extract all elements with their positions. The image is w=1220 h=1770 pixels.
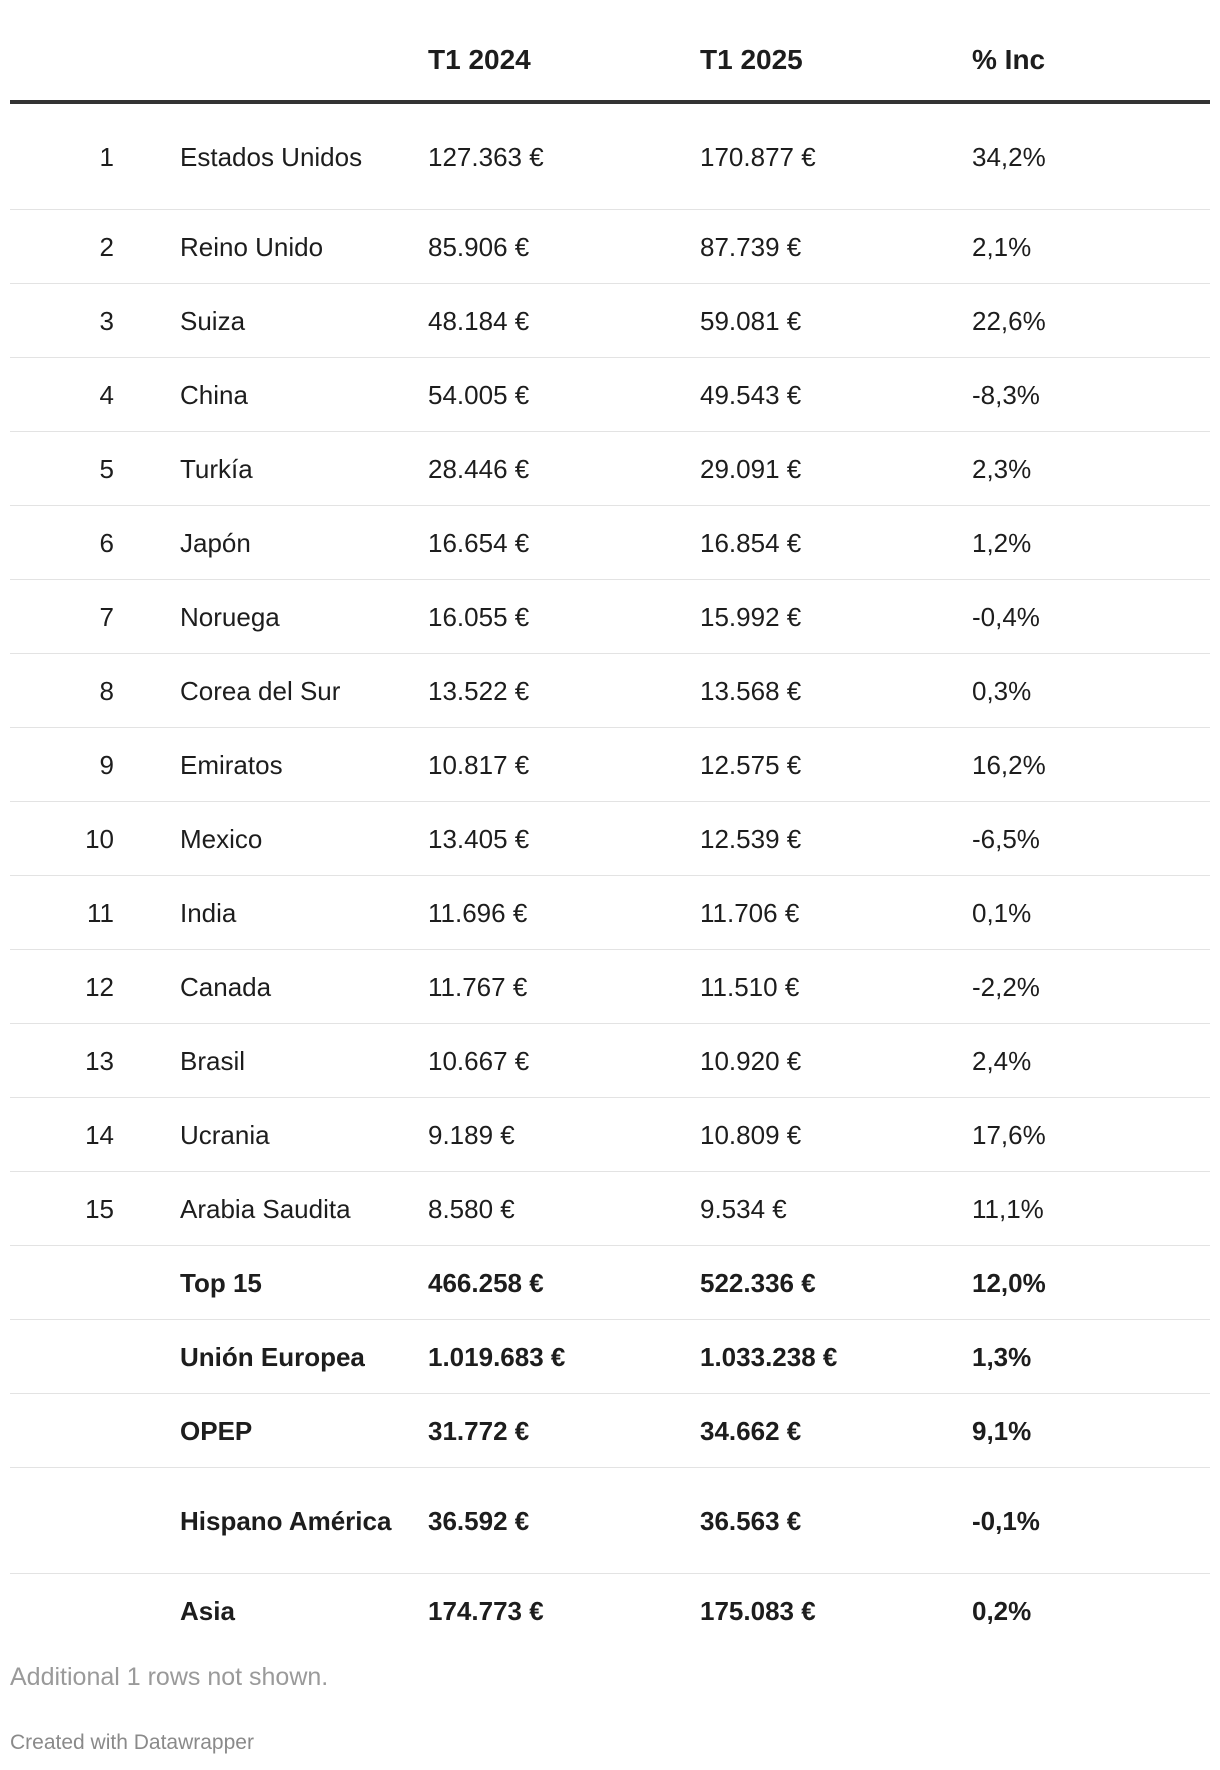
t1-2025-cell: 34.662 € — [700, 1394, 972, 1468]
rank-cell: 5 — [10, 432, 180, 506]
t1-2025-cell: 11.706 € — [700, 876, 972, 950]
country-cell: Asia — [180, 1595, 235, 1626]
t1-2025-cell: 10.809 € — [700, 1098, 972, 1172]
rank-cell: 2 — [10, 210, 180, 284]
rank-cell: 4 — [10, 358, 180, 432]
country-cell: Arabia Saudita — [180, 1172, 428, 1246]
table-row — [10, 284, 1210, 358]
pct-inc-cell: 22,6% — [972, 284, 1210, 358]
pct-inc-cell: 1,3% — [972, 1320, 1210, 1394]
country-cell: Turkía — [180, 432, 428, 506]
table-row — [10, 1172, 1210, 1246]
rank-cell — [10, 1468, 180, 1574]
t1-2024-cell: 85.906 € — [428, 210, 700, 284]
rank-cell — [10, 1246, 180, 1320]
pct-inc-cell: -6,5% — [972, 802, 1210, 876]
t1-2025-cell: 11.510 € — [700, 950, 972, 1024]
t1-2024-cell: 54.005 € — [428, 358, 700, 432]
pct-inc-cell: 34,2% — [972, 102, 1210, 210]
rank-cell: 15 — [10, 1172, 180, 1246]
t1-2024-cell: 11.767 € — [428, 950, 700, 1024]
header-rank[interactable] — [10, 20, 180, 102]
rows-not-shown-note: Additional 1 rows not shown. — [10, 1663, 329, 1691]
t1-2025-cell: 175.083 € — [700, 1595, 816, 1626]
country-cell: OPEP — [180, 1394, 428, 1468]
country-cell: Japón — [180, 506, 428, 580]
country-cell: Canada — [180, 950, 428, 1024]
country-cell: Hispano América — [180, 1468, 428, 1574]
t1-2025-cell: 16.854 € — [700, 506, 972, 580]
country-cell: Top 15 — [180, 1246, 428, 1320]
t1-2025-cell: 59.081 € — [700, 284, 972, 358]
country-cell: India — [180, 876, 428, 950]
table-row — [10, 728, 1210, 802]
table-row — [10, 210, 1210, 284]
rank-cell — [10, 1394, 180, 1468]
t1-2025-cell: 9.534 € — [700, 1172, 972, 1246]
t1-2024-cell: 1.019.683 € — [428, 1320, 700, 1394]
t1-2024-cell: 16.654 € — [428, 506, 700, 580]
country-cell: Corea del Sur — [180, 654, 428, 728]
header-row — [10, 20, 1210, 102]
t1-2024-cell: 10.667 € — [428, 1024, 700, 1098]
t1-2024-cell: 13.522 € — [428, 654, 700, 728]
rank-cell: 12 — [10, 950, 180, 1024]
t1-2025-cell: 12.539 € — [700, 802, 972, 876]
pct-inc-cell: 17,6% — [972, 1098, 1210, 1172]
t1-2025-cell: 36.563 € — [700, 1468, 972, 1574]
t1-2024-cell: 9.189 € — [428, 1098, 700, 1172]
country-cell: Brasil — [180, 1024, 428, 1098]
t1-2025-cell: 29.091 € — [700, 432, 972, 506]
t1-2024-cell: 174.773 € — [428, 1595, 544, 1626]
pct-inc-cell: -0,4% — [972, 580, 1210, 654]
t1-2024-cell: 16.055 € — [428, 580, 700, 654]
table-row — [10, 580, 1210, 654]
country-cell: China — [180, 358, 428, 432]
table-row — [10, 802, 1210, 876]
header-name[interactable] — [180, 20, 428, 102]
table-row — [10, 506, 1210, 580]
country-cell: Noruega — [180, 580, 428, 654]
country-cell: Estados Unidos — [180, 102, 428, 210]
t1-2024-cell: 466.258 € — [428, 1246, 700, 1320]
country-cell: Ucrania — [180, 1098, 428, 1172]
t1-2024-cell: 48.184 € — [428, 284, 700, 358]
country-cell: Suiza — [180, 284, 428, 358]
pct-inc-cell: -0,1% — [972, 1468, 1210, 1574]
t1-2024-cell: 8.580 € — [428, 1172, 700, 1246]
t1-2024-cell: 10.817 € — [428, 728, 700, 802]
summary-row — [10, 1246, 1210, 1320]
summary-row — [10, 1574, 1210, 1648]
header-t1-2024[interactable]: T1 2024 — [428, 20, 700, 102]
table-row — [10, 1024, 1210, 1098]
table-row — [10, 1098, 1210, 1172]
summary-row — [10, 1320, 1210, 1394]
pct-inc-cell: 0,1% — [972, 876, 1210, 950]
rank-cell: 11 — [10, 876, 180, 950]
rank-cell: 9 — [10, 728, 180, 802]
pct-inc-cell: 9,1% — [972, 1394, 1210, 1468]
pct-inc-cell: 2,4% — [972, 1024, 1210, 1098]
t1-2024-cell: 31.772 € — [428, 1394, 700, 1468]
t1-2024-cell: 11.696 € — [428, 876, 700, 950]
rank-cell — [10, 1574, 180, 1648]
pct-inc-cell: 12,0% — [972, 1246, 1210, 1320]
table-row — [10, 432, 1210, 506]
table-row — [10, 102, 1210, 210]
summary-row — [10, 1468, 1210, 1574]
table-row — [10, 950, 1210, 1024]
rank-cell: 13 — [10, 1024, 180, 1098]
t1-2024-cell: 13.405 € — [428, 802, 700, 876]
datawrapper-credit[interactable]: Created with Datawrapper — [10, 1731, 254, 1754]
table-row — [10, 876, 1210, 950]
rank-cell: 10 — [10, 802, 180, 876]
t1-2025-cell: 522.336 € — [700, 1246, 972, 1320]
rank-cell — [10, 1320, 180, 1394]
t1-2024-cell: 127.363 € — [428, 102, 700, 210]
t1-2024-cell: 36.592 € — [428, 1468, 700, 1574]
rank-cell: 7 — [10, 580, 180, 654]
rank-cell: 6 — [10, 506, 180, 580]
header-t1-2025[interactable]: T1 2025 — [700, 20, 972, 102]
t1-2025-cell: 87.739 € — [700, 210, 972, 284]
country-cell: Mexico — [180, 802, 428, 876]
pct-inc-cell: 0,3% — [972, 654, 1210, 728]
rank-cell: 1 — [10, 102, 180, 210]
t1-2025-cell: 13.568 € — [700, 654, 972, 728]
pct-inc-cell: 2,3% — [972, 432, 1210, 506]
t1-2025-cell: 170.877 € — [700, 102, 972, 210]
rank-cell: 8 — [10, 654, 180, 728]
table-row — [10, 358, 1210, 432]
pct-inc-cell: 1,2% — [972, 506, 1210, 580]
pct-inc-cell: 0,2% — [972, 1595, 1032, 1626]
header-pct-inc[interactable]: % Inc — [972, 20, 1210, 102]
data-table — [10, 20, 1210, 1647]
pct-inc-cell: -2,2% — [972, 950, 1210, 1024]
pct-inc-cell: -8,3% — [972, 358, 1210, 432]
country-cell: Unión Europea — [180, 1320, 428, 1394]
t1-2025-cell: 1.033.238 € — [700, 1320, 972, 1394]
t1-2025-cell: 49.543 € — [700, 358, 972, 432]
t1-2025-cell: 12.575 € — [700, 728, 972, 802]
country-cell: Emiratos — [180, 728, 428, 802]
summary-row — [10, 1394, 1210, 1468]
rank-cell: 3 — [10, 284, 180, 358]
t1-2025-cell: 10.920 € — [700, 1024, 972, 1098]
pct-inc-cell: 2,1% — [972, 210, 1210, 284]
table-body — [10, 102, 1210, 1647]
pct-inc-cell: 16,2% — [972, 728, 1210, 802]
country-cell: Reino Unido — [180, 210, 428, 284]
pct-inc-cell: 11,1% — [972, 1172, 1210, 1246]
t1-2025-cell: 15.992 € — [700, 580, 972, 654]
t1-2024-cell: 28.446 € — [428, 432, 700, 506]
table-row — [10, 654, 1210, 728]
rank-cell: 14 — [10, 1098, 180, 1172]
